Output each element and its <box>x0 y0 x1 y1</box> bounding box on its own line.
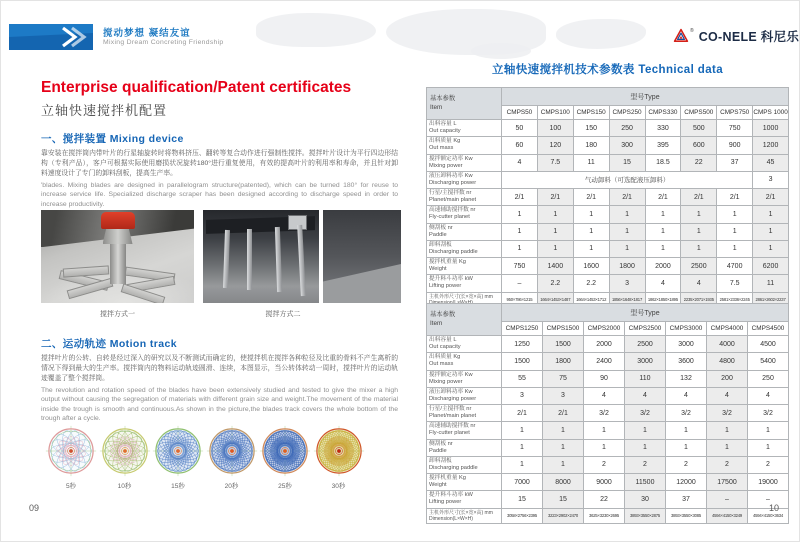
cell-value: 3600 <box>666 353 707 370</box>
cell-value: 3/2 <box>666 405 707 422</box>
cell-value: 1000 <box>753 120 789 137</box>
cell-value: 2 <box>748 456 789 473</box>
cell-value: 30 <box>625 491 666 508</box>
cell-value: 7.5 <box>537 154 573 171</box>
cell-value: 19000 <box>748 474 789 491</box>
cell-value: 22 <box>681 154 717 171</box>
cell-value: 1 <box>717 206 753 223</box>
cell-value: 11 <box>753 275 789 292</box>
cell-value: 2.2 <box>537 275 573 292</box>
row-label: 主机外形尺寸(长×宽×高) mm <box>427 292 502 308</box>
mixing-photo-1 <box>41 210 194 303</box>
cell-value: 7000 <box>502 474 543 491</box>
cell-value: 4 <box>502 154 538 171</box>
cell-value: 37 <box>717 154 753 171</box>
conele-emblem-icon <box>673 28 689 44</box>
world-map-decoration <box>556 19 646 49</box>
mixing-photo-2 <box>203 210 319 303</box>
cell-value: 2/1 <box>537 189 573 206</box>
photo2-caption: 搅拌方式二 <box>265 311 301 318</box>
cell-value: 1 <box>543 456 584 473</box>
cell-value: 2861×2602×2237 <box>753 292 789 308</box>
cell-value: 4 <box>707 387 748 404</box>
table-row <box>427 120 789 137</box>
table-row <box>427 439 789 456</box>
cell-value: 2 <box>707 456 748 473</box>
cell-value: 3/2 <box>707 405 748 422</box>
table-row <box>427 275 789 292</box>
cell-value: 1 <box>543 439 584 456</box>
cell-value: 15 <box>543 491 584 508</box>
row-label: 液压卸料功率 Kw Discharging power <box>427 171 502 188</box>
mixer-rod <box>247 229 252 290</box>
row-label: 行星/主搅拌数 nr Planet/main planet <box>427 405 502 422</box>
cell-value: 1 <box>609 206 645 223</box>
model-header: CMPS250 <box>609 106 645 120</box>
cell-value: 4 <box>584 387 625 404</box>
cell-value: 100 <box>537 120 573 137</box>
mixer-motor-cap <box>101 212 135 229</box>
table-row <box>427 223 789 240</box>
page-number-right: 10 <box>769 503 780 513</box>
row-label: 主机外形尺寸(长×宽×高) mm Dimension(L×W×H) <box>427 508 502 524</box>
cell-value: 300 <box>609 137 645 154</box>
row-label: 出料质量 Kg Out mass <box>427 137 502 154</box>
cell-value: 132 <box>666 370 707 387</box>
cell-value: 22 <box>584 491 625 508</box>
table-row <box>427 474 789 491</box>
table-row <box>427 370 789 387</box>
cell-value: – <box>502 275 538 292</box>
section1-text-cn: 靠安装在搅拌筒内带叶片的行星轴旋转时将物料挤压、翻转等复合动作进行强制性搅拌。搅拌叶片设计为平行四边形结构（专利产品），客户可根据实际使用磨损状况旋转180°进行重复使用，有效的提高叶片的利用率和寿命，并且针对卸料速度设计了专门的卸料刮板，提高生产率。 <box>41 150 398 177</box>
cell-value: 2 <box>666 456 707 473</box>
row-label: 搅拌额定功率 Kw Mixing power <box>427 370 502 387</box>
cell-value: 250 <box>609 120 645 137</box>
technical-table-2 <box>426 303 789 524</box>
cell-value: 1 <box>537 206 573 223</box>
section1-text-en: 'blades. Mixing blades are designed in parallelogram structure(patented), which can be turned 180° for reuse to increase service life. Specialized discharge scraper has been designed according to discharge speed in order to increase productivity. <box>41 181 398 208</box>
table-row <box>427 171 789 188</box>
row-label: 卸料刮板 Discharging paddle <box>427 240 502 257</box>
cell-value: 2/1 <box>717 189 753 206</box>
cell-value: 37 <box>666 491 707 508</box>
cell-value: 1 <box>573 206 609 223</box>
motion-track-diagram <box>99 425 151 490</box>
cell-value: 1 <box>502 206 538 223</box>
row-label: 侧刮板 nr Paddle <box>427 439 502 456</box>
table-row <box>427 422 789 439</box>
cell-value: 2/1 <box>543 405 584 422</box>
type-header: 型号Type <box>502 88 789 106</box>
cell-value: 1 <box>609 240 645 257</box>
cell-value: 3 <box>502 387 543 404</box>
technical-table-1 <box>426 87 789 308</box>
cell-value: 8000 <box>543 474 584 491</box>
section1-paragraph <box>41 149 398 209</box>
track-label: 20秒 <box>224 483 239 490</box>
table-row <box>427 508 789 524</box>
cell-value: 1 <box>573 240 609 257</box>
cell-value: 1 <box>666 422 707 439</box>
cell-value: 1 <box>753 240 789 257</box>
cell-value: 1 <box>645 206 681 223</box>
spirograph-icon <box>313 425 365 477</box>
motion-track-diagram <box>313 425 365 490</box>
track-label: 15秒 <box>171 483 185 490</box>
table-row <box>427 456 789 473</box>
cell-value: 1 <box>666 439 707 456</box>
cell-value: 110 <box>625 370 666 387</box>
cell-value: 1800 <box>609 258 645 275</box>
motion-track-diagram <box>206 425 258 490</box>
world-map-decoration <box>256 13 376 47</box>
cell-value: 2.2 <box>573 275 609 292</box>
cell-value: 1664×1453×1712 <box>573 292 609 308</box>
cell-value: 150 <box>573 120 609 137</box>
cell-value: 2/1 <box>681 189 717 206</box>
cell-value: 4 <box>681 275 717 292</box>
cell-value: 900 <box>717 137 753 154</box>
cell-value: 4800 <box>707 353 748 370</box>
cell-value: 1 <box>748 422 789 439</box>
row-label: 提升料斗功率 kW Lifting power <box>427 491 502 508</box>
cell-value: 9000 <box>584 474 625 491</box>
cell-value: 1 <box>753 223 789 240</box>
cell-value: 45 <box>753 154 789 171</box>
spirograph-icon <box>259 425 311 477</box>
cell-value: 3/2 <box>584 405 625 422</box>
cell-value: 2/1 <box>609 189 645 206</box>
header-slogan-cn: 搅动梦想 凝结友谊 <box>103 28 191 39</box>
row-label: 出料容量 L Out capacity <box>427 120 502 137</box>
cell-value: 4 <box>625 387 666 404</box>
photo1-caption: 搅拌方式一 <box>100 311 135 318</box>
cell-value: 3625×3230×2695 <box>584 508 625 524</box>
cell-value: 90 <box>584 370 625 387</box>
cell-value: 1664×1453×1487 <box>537 292 573 308</box>
cell-value: 1 <box>717 240 753 257</box>
page-title-cn: 立轴快速搅拌机配置 <box>41 103 168 118</box>
row-label: 出料容量 L Out capacity <box>427 336 502 353</box>
cell-value: 250 <box>748 370 789 387</box>
row-label: 提升料斗功率 kW Lifting power <box>427 275 502 292</box>
cell-value: 2 <box>584 456 625 473</box>
spirograph-icon <box>45 425 97 477</box>
cell-value: 1 <box>543 422 584 439</box>
cell-value: 75 <box>543 370 584 387</box>
brand-logo <box>673 27 799 45</box>
model-header: CMPS750 <box>717 106 753 120</box>
model-header: CMPS1500 <box>543 322 584 336</box>
motion-track-diagram <box>152 425 204 490</box>
cell-value: 4 <box>666 387 707 404</box>
cell-value: 3000 <box>666 336 707 353</box>
table-row <box>427 137 789 154</box>
cell-value: 60 <box>502 137 538 154</box>
cell-value: 1 <box>625 422 666 439</box>
cell-value: 17500 <box>707 474 748 491</box>
cell-value: 1 <box>537 223 573 240</box>
technical-table-1-wrap <box>426 87 789 308</box>
cell-value: 600 <box>681 137 717 154</box>
row-label: 卸料刮板 Discharging paddle <box>427 456 502 473</box>
track-label: 30秒 <box>331 483 346 490</box>
model-header: CMPS2000 <box>584 322 625 336</box>
cell-value: 330 <box>645 120 681 137</box>
cell-value: 1 <box>681 240 717 257</box>
cell-value: 15 <box>502 491 543 508</box>
track-label: 5秒 <box>65 483 77 490</box>
cell-value: 4594×4150×3249 <box>707 508 748 524</box>
cell-value: 11500 <box>625 474 666 491</box>
cell-value: 750 <box>717 120 753 137</box>
cell-value: 1856×1648×1817 <box>609 292 645 308</box>
row-label: 搅拌机重量 Kg Weight <box>427 474 502 491</box>
mixer-rod <box>275 227 282 292</box>
cell-value: 1 <box>625 439 666 456</box>
cell-value: – <box>748 491 789 508</box>
cell-value: 950×786×1215 <box>502 292 538 308</box>
cell-value: 120 <box>537 137 573 154</box>
cell-value: 1 <box>584 422 625 439</box>
cell-value: 2/1 <box>753 189 789 206</box>
table-row <box>427 240 789 257</box>
table-row <box>427 258 789 275</box>
cell-value: 3/2 <box>748 405 789 422</box>
cell-value: 1862×1850×1895 <box>645 292 681 308</box>
world-map-decoration <box>471 43 531 59</box>
model-header: CMPS3000 <box>666 322 707 336</box>
cell-value: 1 <box>681 223 717 240</box>
cell-value: 2000 <box>584 336 625 353</box>
cell-value: 1200 <box>753 137 789 154</box>
cell-value: 2581×2336×2245 <box>717 292 753 308</box>
cell-value: 1800 <box>543 353 584 370</box>
page-number-left: 09 <box>29 503 40 513</box>
mixer-cone <box>103 229 133 244</box>
section2-text-cn: 搅拌叶片的公转、自转是经过深入的研究以及不断测试而确定的，使搅拌机在搅拌各种粒径及比重的骨料不产生离析的情况下得到最大的生产率。搅拌筒内的物料运动轨迹圆滑、连续，本图显示，当公转体转动一周时，搅拌叶片的运动轨迹覆盖了整个搅拌筒。 <box>41 355 398 382</box>
cell-value: 1 <box>609 223 645 240</box>
cell-value: 15 <box>609 154 645 171</box>
cell-value: 3893×3550×3085 <box>666 508 707 524</box>
cell-value: 3000 <box>625 353 666 370</box>
technical-table-2-wrap <box>426 303 789 524</box>
cell-value: 2/1 <box>502 189 538 206</box>
cell-value: 200 <box>707 370 748 387</box>
cell-value: 12000 <box>666 474 707 491</box>
row-label: 行星/主搅拌数 nr Planet/main planet <box>427 189 502 206</box>
cell-value: 1 <box>717 223 753 240</box>
cell-value: 4 <box>748 387 789 404</box>
cell-value: 3 <box>543 387 584 404</box>
track-label: 25秒 <box>278 483 292 490</box>
registered-mark: ® <box>690 28 694 34</box>
cell-value: 6200 <box>753 258 789 275</box>
table-row <box>427 491 789 508</box>
cell-value: 2235×2071×1935 <box>681 292 717 308</box>
cell-value: 2400 <box>584 353 625 370</box>
cell-value: 3058×2756×2395 <box>502 508 543 524</box>
chevron-logo-icon <box>9 24 93 50</box>
table-row <box>427 353 789 370</box>
table-row <box>427 336 789 353</box>
cell-value: 1 <box>707 422 748 439</box>
cell-value: 180 <box>573 137 609 154</box>
cell-value: 3223×2902×2470 <box>543 508 584 524</box>
mixer-rod <box>297 225 306 296</box>
row-label: 搅拌额定功率 Kw Mixing power <box>427 154 502 171</box>
mixing-photo-3 <box>323 210 401 303</box>
row-label: 高速辅助搅拌数 nr Fly-cutter planet <box>427 422 502 439</box>
cell-value: 1 <box>502 422 543 439</box>
cell-value: 1250 <box>502 336 543 353</box>
model-header: CMPS1250 <box>502 322 543 336</box>
cell-value: 750 <box>502 258 538 275</box>
motion-track-diagram <box>259 425 311 490</box>
model-header: CMPS4500 <box>748 322 789 336</box>
cell-value: 1 <box>502 240 538 257</box>
section2-text-en: The revolution and rotation speed of the blades have been extensively studied and tested to give the mixer a high output without causing the segregation of materials with different grain size and weight.The movement of the material inside the trough is smooth and continuous.As shown in the picture,the blades track covers the whole bottom of the trough after a cycle. <box>41 386 398 423</box>
cell-value: 1 <box>502 223 538 240</box>
header-slogan-en: Mixing Dream Concreting Friendship <box>103 39 224 46</box>
section2-heading: 二、运动轨迹 Motion track <box>41 338 177 350</box>
cell-value: 2 <box>625 456 666 473</box>
cell-value: 4 <box>645 275 681 292</box>
cell-value: 1 <box>748 439 789 456</box>
cell-value: 4594×4150×3634 <box>748 508 789 524</box>
row-label: 出料质量 Kg Out mass <box>427 353 502 370</box>
table-row <box>427 206 789 223</box>
technical-data-title: 立轴快速搅拌机技术参数表 Technical data <box>491 64 724 76</box>
model-header: CMPS100 <box>537 106 573 120</box>
cell-value: 3 <box>609 275 645 292</box>
cell-value: 1 <box>537 240 573 257</box>
cell-value: 1500 <box>502 353 543 370</box>
table-row <box>427 189 789 206</box>
cell-value: 1500 <box>543 336 584 353</box>
spirograph-icon <box>206 425 258 477</box>
brand-name: CO-NELE 科尼乐 <box>698 30 800 44</box>
section1-heading: 一、搅拌装置 Mixing device <box>41 133 184 145</box>
model-header: CMPS330 <box>645 106 681 120</box>
section2-paragraph <box>41 354 398 424</box>
row-label: 高速辅助搅拌数 nr Fly-cutter planet <box>427 206 502 223</box>
track-label: 10秒 <box>117 483 132 490</box>
cell-value: 2/1 <box>502 405 543 422</box>
cell-value: 4700 <box>717 258 753 275</box>
cell-value: 1 <box>573 223 609 240</box>
row-label: 侧刮板 nr Paddle <box>427 223 502 240</box>
cell-value: 55 <box>502 370 543 387</box>
model-header: CMPS500 <box>681 106 717 120</box>
merged-cell: 气动卸料（可选配液压卸料） <box>502 171 753 188</box>
cell-value: 1 <box>707 439 748 456</box>
cell-value: 500 <box>681 120 717 137</box>
cell-value: 1 <box>753 206 789 223</box>
cell-value: 18.5 <box>645 154 681 171</box>
cell-value: 1 <box>584 439 625 456</box>
table-row <box>427 387 789 404</box>
cell-value: 7.5 <box>717 275 753 292</box>
mixer-rod <box>223 230 230 288</box>
cell-value: 2500 <box>681 258 717 275</box>
cell-value: 2/1 <box>573 189 609 206</box>
cell-value: 4000 <box>707 336 748 353</box>
model-header: CMPS2500 <box>625 322 666 336</box>
cell-value: 5400 <box>748 353 789 370</box>
model-header: CMPS50 <box>502 106 538 120</box>
motion-track-diagram <box>45 425 97 490</box>
cell-value: 1 <box>502 456 543 473</box>
cell-value: 1 <box>645 223 681 240</box>
cell-value: 2/1 <box>645 189 681 206</box>
table-row <box>427 405 789 422</box>
photo-detail <box>323 264 401 303</box>
item-header: 基本参数 Item <box>427 88 502 120</box>
model-header: CMPS4000 <box>707 322 748 336</box>
spirograph-icon <box>99 425 151 477</box>
cell-value: 395 <box>645 137 681 154</box>
cell-value: 50 <box>502 120 538 137</box>
cell-value: 3/2 <box>625 405 666 422</box>
page-title-en: Enterprise qualification/Patent certificates <box>41 79 352 96</box>
cell-value: 2000 <box>645 258 681 275</box>
cell-value: – <box>707 491 748 508</box>
cell-value: 1 <box>645 240 681 257</box>
motion-track-diagrams <box>45 425 365 490</box>
mixer-shaft <box>110 244 126 284</box>
cell-value: 1600 <box>573 258 609 275</box>
cell-value: 2500 <box>625 336 666 353</box>
item-header: 基本参数 Item <box>427 304 502 336</box>
table-row <box>427 154 789 171</box>
type-header: 型号Type <box>502 304 789 322</box>
cell-value: 1 <box>502 439 543 456</box>
cell-value: 4500 <box>748 336 789 353</box>
spirograph-icon <box>152 425 204 477</box>
cell-value: 3 <box>753 171 789 188</box>
cell-value: 1 <box>681 206 717 223</box>
row-label: 液压卸料功率 Kw Discharging power <box>427 387 502 404</box>
model-header: CMPS 1000 <box>753 106 789 120</box>
cell-value: 1400 <box>537 258 573 275</box>
model-header: CMPS150 <box>573 106 609 120</box>
cell-value: 11 <box>573 154 609 171</box>
row-label: 搅拌机重量 Kg Weight <box>427 258 502 275</box>
cell-value: 3893×3550×2875 <box>625 508 666 524</box>
